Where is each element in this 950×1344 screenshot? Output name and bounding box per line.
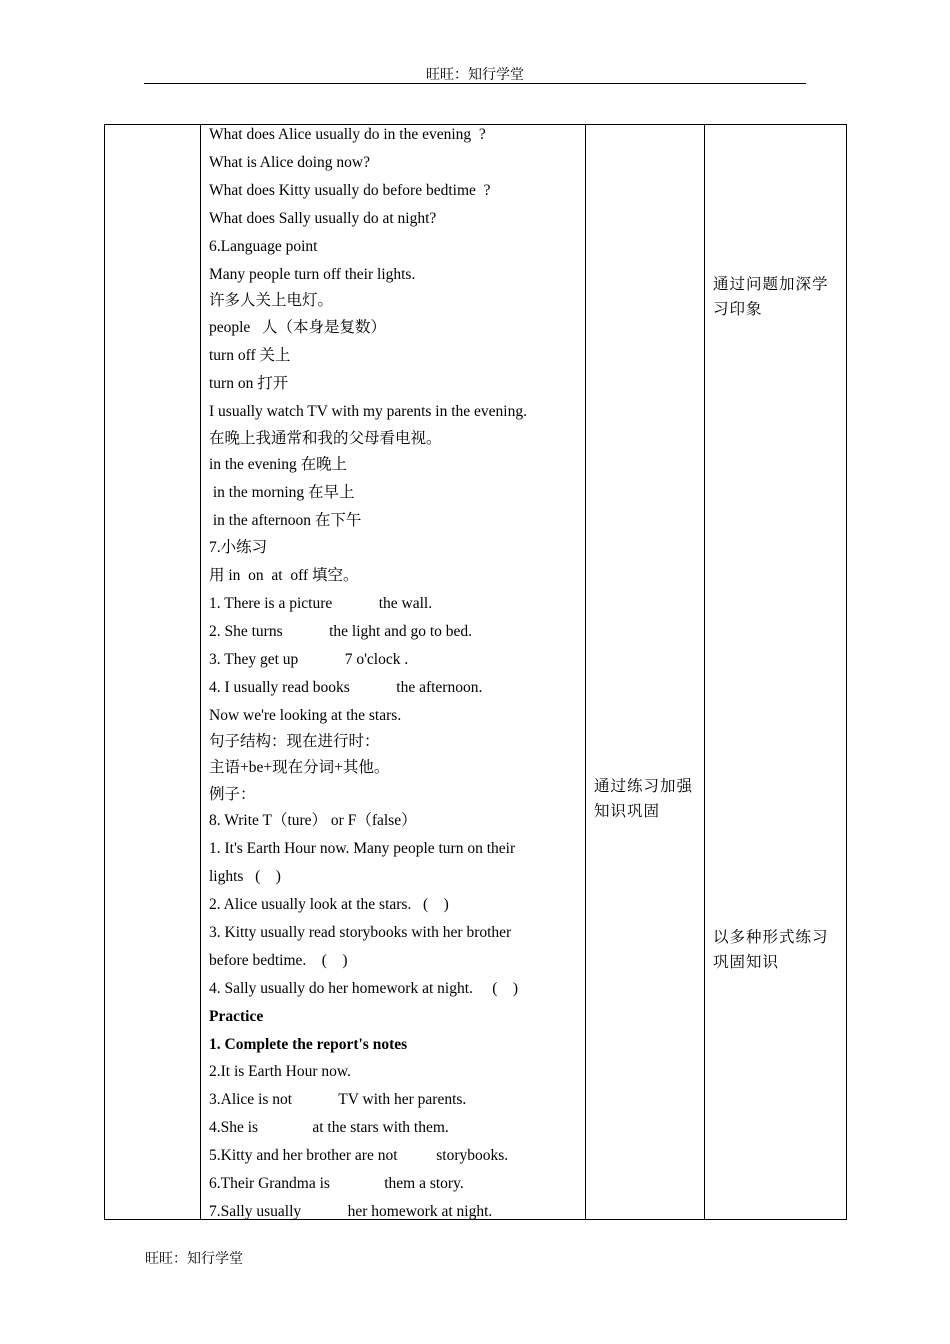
text-line: 2. Alice usually look at the stars. ( ) [209,896,449,913]
text-line: I usually watch TV with my parents in the evening. [209,403,527,420]
text-line: 用 in on at off 填空。 [209,567,359,584]
text-line: 5.Kitty and her brother are not storybooks. [209,1147,509,1164]
text-line: 主语+be+现在分词+其他。 [209,759,390,776]
text-line: 在晚上我通常和我的父母看电视。 [209,430,442,447]
text-line: What is Alice doing now? [209,154,370,171]
text-line: Many people turn off their lights. [209,266,416,283]
text-line: 2. She turns the light and go to bed. [209,623,473,640]
text-line: in the afternoon 在下午 [209,512,362,529]
text-line: before bedtime. ( ) [209,952,348,969]
text-line: 句子结构：现在进行时： [209,733,380,750]
text-line: Now we're looking at the stars. [209,707,402,724]
text-line: in the morning 在早上 [209,484,355,501]
text-line: 1. There is a picture the wall. [209,595,433,612]
note-column-3 [586,125,705,1220]
header-divider [144,83,806,84]
note-column-4 [705,125,847,1220]
practice-note-line: 通过练习加强 [594,778,694,795]
lesson-table [104,124,847,1220]
page-footer: 旺旺：知行学堂 [145,1252,243,1267]
text-line: 7.Sally usually her homework at night. [209,1203,493,1220]
text-line: turn off 关上 [209,347,291,364]
question-note [713,272,841,322]
text-line: people 人（本身是复数） [209,319,386,336]
text-line: 8. Write T（ture） or F（false） [209,812,417,829]
text-line: 1. It's Earth Hour now. Many people turn on their [209,840,516,857]
text-line: 4.She is at the stars with them. [209,1119,449,1136]
text-line: turn on 打开 [209,375,289,392]
text-line: 2.It is Earth Hour now. [209,1063,351,1080]
text-line: 例子： [209,786,256,803]
text-line: Practice [209,1008,264,1025]
practice-note-line: 知识巩固 [594,803,661,820]
text-line: 3.Alice is not TV with her parents. [209,1091,467,1108]
content-cell [201,125,586,1220]
text-line: 6.Their Grandma is them a story. [209,1175,464,1192]
text-line: 1. Complete the report's notes [209,1036,408,1053]
text-line: lights ( ) [209,868,281,885]
text-line: 4. Sally usually do her homework at night. ( ) [209,980,519,997]
text-line: 6.Language point [209,238,318,255]
exercise-note-line: 巩固知识 [713,954,780,971]
text-line: in the evening 在晚上 [209,456,348,473]
text-line: What does Sally usually do at night? [209,210,437,227]
text-line: 4. I usually read books the afternoon. [209,679,483,696]
empty-column-cell [105,125,201,1220]
exercise-note-line: 以多种形式练习 [713,929,829,946]
exercise-note [713,925,841,975]
text-line: What does Kitty usually do before bedtime ? [209,182,491,199]
text-line: 许多人关上电灯。 [209,292,334,309]
text-line: 3. They get up 7 o'clock . [209,651,409,668]
question-note-line: 习印象 [713,301,763,318]
text-line: What does Alice usually do in the evening ? [209,126,486,143]
text-line: 3. Kitty usually read storybooks with her brother [209,924,512,941]
page-header: 旺旺：知行学堂 [426,68,524,83]
practice-note [594,774,722,824]
question-note-line: 通过问题加深学 [713,276,829,293]
text-line: 7.小练习 [209,539,268,556]
